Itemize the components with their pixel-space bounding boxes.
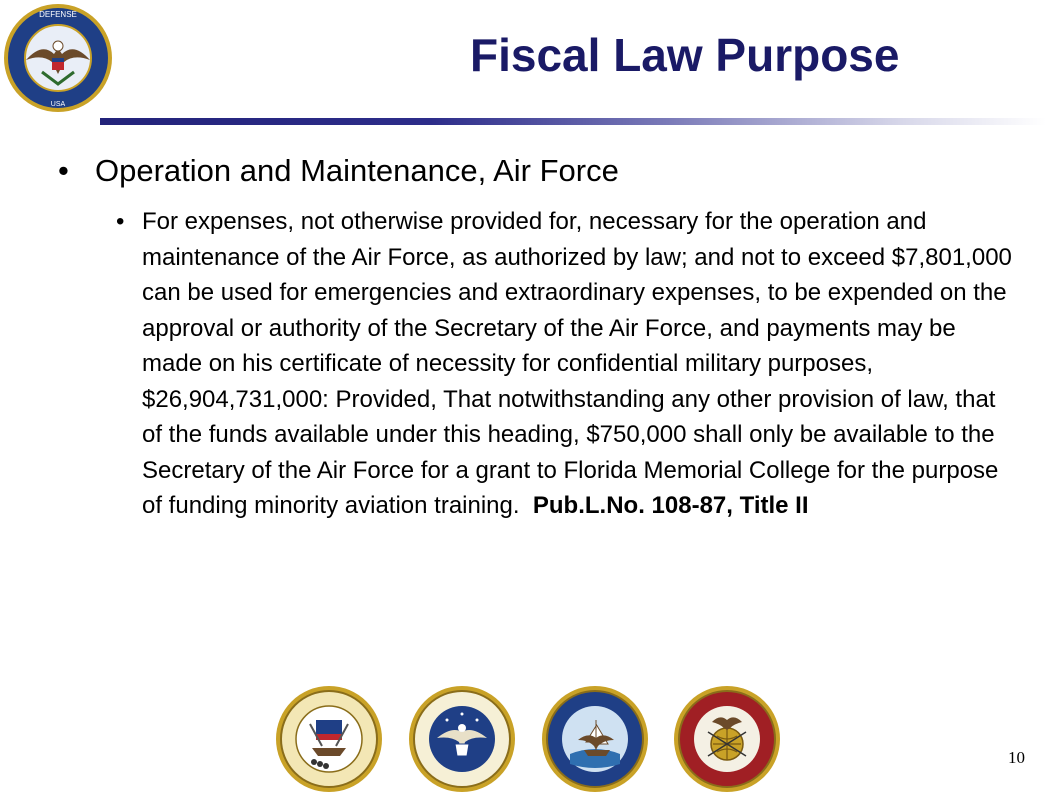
air-force-seal-icon [407,684,517,794]
bullet-icon: • [116,208,125,235]
page-number: 10 [1008,748,1025,767]
slide-content [58,152,1028,524]
bullet-icon: • [58,153,69,188]
svg-text:USA: USA [50,101,66,108]
statute-text: For expenses, not otherwise provided for, necessary for the operation and maintenance of the Air Force, as authorized by law; and not to exceed $7,801,000 can be used for emergencies and extraordinary expenses, to be expended on the approval or authority of the Secretary of the Air Force, and payments may be made on his certificate of necessity for confidential military purposes, $26,904,731,000: Provided, That notwithstanding any other provision of law, that of the funds available under this heading, $750,000 shall only be available to the Secretary of the Air Force for a grant to Florida Memorial College for the purpose of funding minority aviation training. [142,208,1019,519]
bullet-item-level2 [116,204,1028,524]
marine-corps-seal-icon [672,684,782,794]
svg-text:DEFENSE: DEFENSE [39,10,77,19]
citation: Pub.L.No. 108-87, Title II [532,492,809,519]
bullet-item-level1 [58,152,1028,190]
bullet-heading: Operation and Maintenance, Air Force [95,153,619,188]
slide-title: Fiscal Law Purpose [470,29,900,81]
bullet-body [142,204,1019,524]
army-seal-icon [274,684,384,794]
title-underline [100,118,1046,125]
service-seals [274,684,784,794]
department-of-defense-seal-icon [2,2,114,114]
navy-seal-icon [540,684,650,794]
